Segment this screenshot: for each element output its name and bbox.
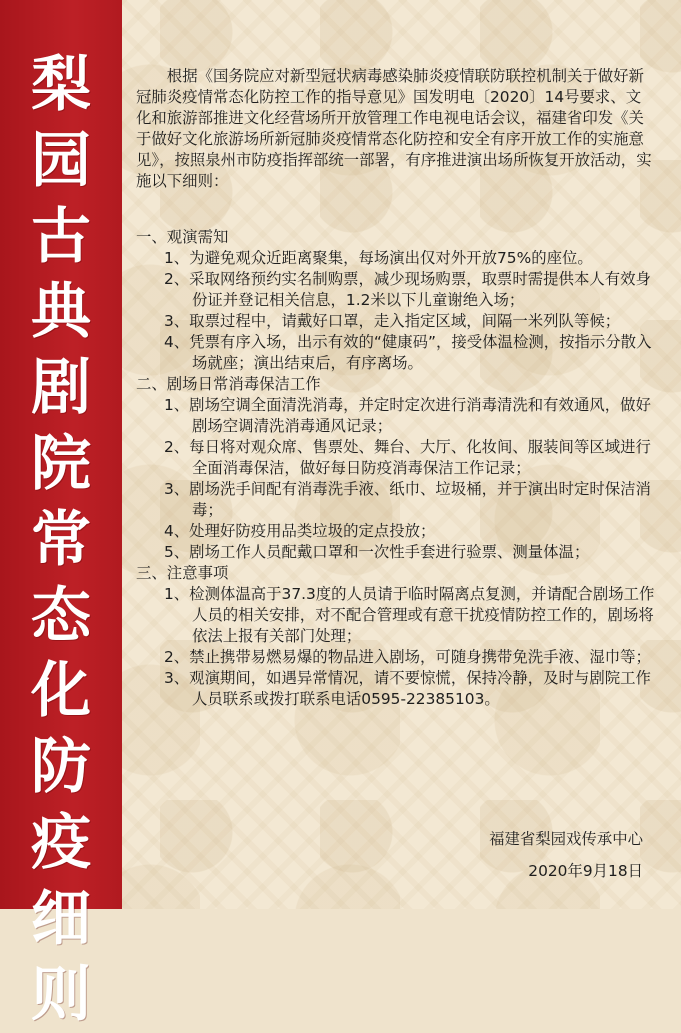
list-item: 4、凭票有序入场，出示有效的“健康码”，接受体温检测，按指示分散入场就座；演出结束后，有序离场。 — [164, 333, 652, 372]
section-heading: 二、剧场日常消毒保洁工作 — [136, 375, 321, 393]
list-item: 2、采取网络预约实名制购票，减少现场购票，取票时需提供本人有效身份证并登记相关信息，1.2米以下儿童谢绝入场； — [164, 270, 651, 309]
vertical-title — [0, 48, 122, 1033]
notice-body — [136, 66, 656, 710]
signature-block — [489, 830, 643, 882]
section-heading: 一、观演需知 — [136, 228, 229, 246]
title-char: 梨 — [31, 50, 91, 120]
title-char: 防 — [31, 732, 91, 803]
list-item: 2、每日将对观众席、售票处、舞台、大厅、化妆间、服装间等区域进行全面消毒保洁，做好每日防疫消毒保洁工作记录； — [164, 438, 651, 477]
list-item: 3、观演期间，如遇异常情况，请不要惊慌，保持冷静，及时与剧院工作人员联系或拨打联系电话0595-22385103。 — [164, 669, 651, 708]
list-item: 4、处理好防疫用品类垃圾的定点投放； — [164, 522, 436, 540]
signature-date: 2020年9月18日 — [528, 862, 643, 880]
list-item: 5、剧场工作人员配戴口罩和一次性手套进行验票、测量体温； — [164, 543, 590, 561]
section-heading: 三、注意事项 — [136, 564, 229, 582]
title-char: 常 — [31, 504, 91, 575]
list-item: 1、检测体温高于37.3度的人员请于临时隔离点复测，并请配合剧场工作人员的相关安排，对不配合管理或有意干扰疫情防控工作的，剧场将依法上报有关部门处理； — [164, 585, 655, 645]
list-item: 1、剧场空调全面清洗消毒，并定时定次进行消毒清洗和有效通风，做好剧场空调清洗消毒通风记录； — [164, 396, 651, 435]
intro-paragraph: 根据《国务院应对新型冠状病毒感染肺炎疫情联防联控机制关于做好新冠肺炎疫情常态化防控工作的指导意见》国发明电〔2020〕14号要求、文化和旅游部推进文化经营场所开放管理工作电视电话会议，福建省印发《关于做好文化旅游场所新冠肺炎疫情常态化防控和安全有序开放工作的实施意见》，按照泉州市防疫指挥部统一部署，有序推进演出场所恢复开放活动，实施以下细则： — [136, 67, 652, 190]
title-char: 典 — [31, 277, 91, 348]
title-char: 细 — [31, 883, 91, 954]
title-char: 剧 — [31, 353, 91, 424]
list-item: 3、剧场洗手间配有消毒洗手液、纸巾、垃圾桶，并于演出时定时保洁消毒； — [164, 480, 651, 519]
title-char: 院 — [31, 428, 91, 499]
title-char: 古 — [31, 201, 91, 272]
title-char: 疫 — [31, 807, 91, 878]
title-char: 园 — [31, 125, 91, 196]
red-title-band — [0, 0, 122, 1030]
list-item: 3、取票过程中，请戴好口罩，走入指定区域，间隔一米列队等候； — [164, 312, 621, 330]
title-char: 则 — [31, 959, 91, 1030]
title-char: 态 — [31, 580, 91, 651]
list-item: 2、禁止携带易燃易爆的物品进入剧场，可随身携带免洗手液、湿巾等； — [164, 648, 651, 666]
signature-org: 福建省梨园戏传承中心 — [489, 830, 643, 848]
title-char: 化 — [31, 656, 91, 727]
spacer — [136, 192, 656, 227]
list-item: 1、为避免观众近距离聚集，每场演出仅对外开放75%的座位。 — [164, 249, 593, 267]
